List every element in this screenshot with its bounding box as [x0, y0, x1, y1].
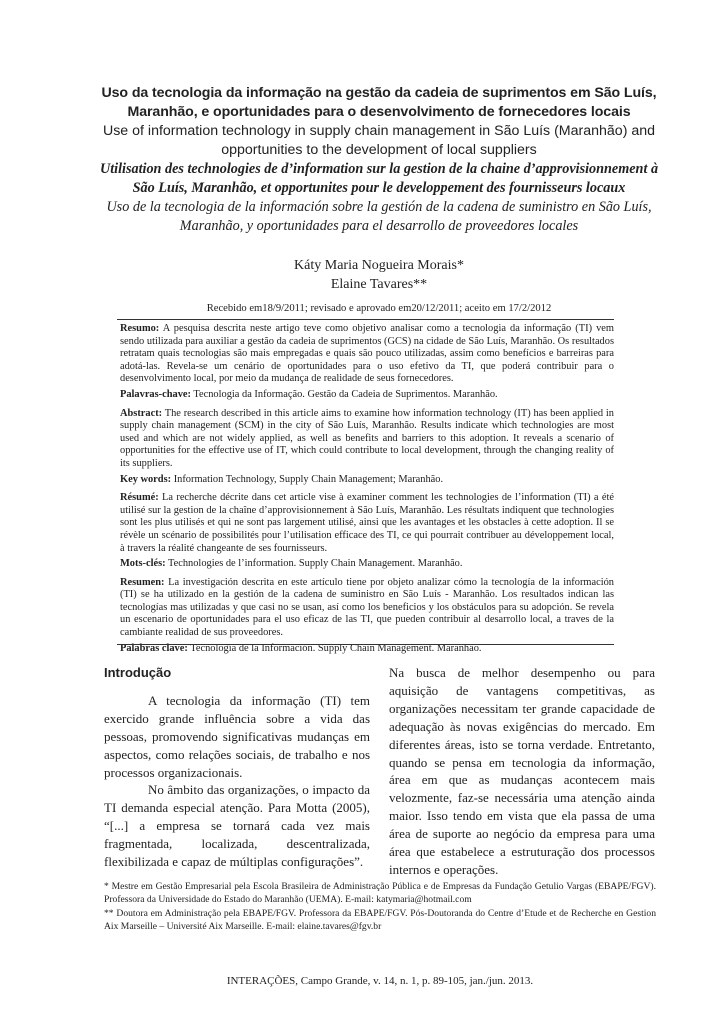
palabras-clave-label: Palabras clave:	[120, 642, 188, 654]
body-paragraph-2: No âmbito das organizações, o impacto da TI demanda especial atenção. Para Motta (2005), “[...] a empresa se tornará cada vez mais fragmentada, localizada, descentralizada, flexibilizada e capaz de múltiplas configurações”.	[104, 782, 370, 870]
body-paragraph-3: Na busca de melhor desempenho ou para aquisição de vantagens competitivas, as organizações necessitam ter grande capacidade de adequação às novas exigências do mercado. Em diferentes áreas, isto se torna verdade. Entretanto, quando se pensa em tecnologia da informação, área em que as mudanças acontecem mais velozmente, faz-se necessária uma atenção ainda maior. Isso tendo em vista que ela passa de uma área de suporte ao negócio da empresa para uma área que estabelece a estruturação dos processos internos e operações.	[389, 665, 655, 877]
mots-cles-label: Mots-clés:	[120, 558, 166, 570]
keywords-text: Information Technology, Supply Chain Management; Maranhão.	[171, 473, 444, 485]
resumo-paragraph	[120, 323, 614, 386]
keywords-paragraph	[120, 474, 614, 487]
footnote-1: * Mestre em Gestão Empresarial pela Escola Brasileira de Administração Pública e de Empresas da Fundação Getulio Vargas (EBAPE/FGV). Professora da Universidade do Estado do Maranhão (UEMA). E-mail: katymaria@hotmail.com	[104, 881, 656, 905]
received-dates: Recebido em18/9/2011; revisado e aprovado em20/12/2011; aceito em 17/2/2012	[206, 303, 552, 314]
resumen-label: Resumen:	[120, 576, 165, 588]
resumo-text: A pesquisa descrita neste artigo teve como objetivo analisar como a tecnologia da informação (TI) vem sendo utilizada para auxiliar a gestão da cadeia de suprimentos (GCS) na cidade de São Luís, Maranhão. Os resultados retratam quais tecnologias são mais empregadas e quais são pouco utilizadas, assim como benefícios e barreiras para adotá-las. Revela-se um cenário de oportunidades para o uso efetivo da TI, que poderá contribuir para o desenvolvimento local, por meio da mudança de realidade de seus fornecedores.	[120, 323, 614, 385]
palavras-chave-paragraph	[120, 389, 614, 402]
mots-cles-paragraph	[120, 558, 614, 571]
resume-text: La recherche décrite dans cet article vise à examiner comment les technologies de l’information (TI) a été utilisé sur la gestion de la chaîne d’approvisionnement à São Luís, Maranhão. Les résultats indiquent que technologies sont les plus utilisés et qui ne sont pas largement utilisé, ainsi que les avantages et les obstacles à cette adoption. Il se révèle un scénario de possibilités pour l’utilisation efficace des TI, ce qui pourrait contribuer au développement local, à travers la réalité changeante de ses fournisseurs.	[120, 492, 614, 554]
journal-footer: INTERAÇÕES, Campo Grande, v. 14, n. 1, p. 89-105, jan./jun. 2013.	[226, 975, 534, 987]
title-portuguese: Uso da tecnologia da informação na gestão da cadeia de suprimentos em São Luís, Maranhão, e oportunidades para o desenvolvimento de fornecedores locais	[101, 85, 657, 120]
title-french: Utilisation des technologies de d’information sur la gestion de la chaine d’approvisionnement à São Luís, Maranhão, et opportunites pour le developpement des fournisseurs locaux	[99, 161, 659, 196]
keywords-label: Key words:	[120, 473, 172, 485]
palabras-clave-text: Tecnología de la Información. Supply Chain Management. Maranhão.	[187, 642, 482, 654]
title-spanish: Uso de la tecnologia de la información sobre la gestión de la cadena de suministro en São Luís, Maranhão, y oportunidades para el desarrollo de proveedores locales	[106, 199, 652, 234]
body-paragraph-1: A tecnologia da informação (TI) tem exercido grande influência sobre a vida das pessoas, promovendo significativas mudanças em aspectos, como relações sociais, de trabalho e nos processos organizacionais.	[104, 692, 370, 780]
resumen-text: La investigación descrita en este artículo tiene por objeto analizar cómo la tecnología de la información (TI) se ha utilizado en la gestión de la cadena de suministro en São Luís - Maranhão. Los resultados indican las tecnologías mas utilizadas y que casi no se usan, así como los beneficios y los obstáculos para su adopción. Se revela un escenario de oportunidades para el uso eficaz de las TI, que pueden contribuir al desarrollo local, a traves de la cambiante realidad de sus proveedores.	[120, 576, 614, 639]
author-2: Elaine Tavares**	[330, 277, 428, 292]
abstract-top-rule	[117, 319, 614, 320]
mots-cles-text: Technologies de l’information. Supply Chain Management. Maranhão.	[165, 558, 463, 570]
abstract-label: Abstract:	[120, 407, 163, 419]
resumen-paragraph	[120, 577, 614, 640]
title-english: Use of information technology in supply chain management in São Luís (Maranhão) and opportunities to the development of local suppliers	[102, 123, 656, 158]
abstracts-block	[120, 323, 614, 661]
abstract-text: The research described in this article aims to examine how information technology (IT) has been applied in supply chain management (SCM) in the city of São Luís, Maranhão. Results indicate which technologies are most used and which are not widely applied, as well as benefits and barriers to this adoption. It reveals a scenario of opportunities for the effective use of IT, which could contribute to local development, through the changing reality of its suppliers.	[120, 407, 614, 469]
footnotes	[104, 880, 656, 934]
resume-paragraph	[120, 492, 614, 555]
abstract-paragraph	[120, 408, 614, 471]
footnote-2: ** Doutora em Administração pela EBAPE/FGV. Professora da EBAPE/FGV. Pós-Doutoranda do Centre d’Etude et de Recherche en Gestion Aix Marseille – Université Aix Marseille. E-mail: elaine.tavares@fgv.br	[104, 908, 656, 932]
body-column-right	[389, 664, 655, 879]
author-1: Káty Maria Nogueira Morais*	[294, 258, 464, 273]
palavras-chave-label: Palavras-chave:	[120, 388, 191, 400]
palavras-chave-text: Tecnologia da Informação. Gestão da Cadeia de Suprimentos. Maranhão.	[190, 388, 498, 400]
body-column-left	[104, 664, 370, 871]
article-titles	[96, 84, 662, 236]
abstract-bottom-rule	[117, 644, 614, 645]
resume-label: Résumé:	[120, 492, 159, 504]
authors	[96, 256, 662, 294]
resumo-label: Resumo:	[120, 323, 160, 334]
section-heading-introducao: Introdução	[104, 665, 172, 680]
